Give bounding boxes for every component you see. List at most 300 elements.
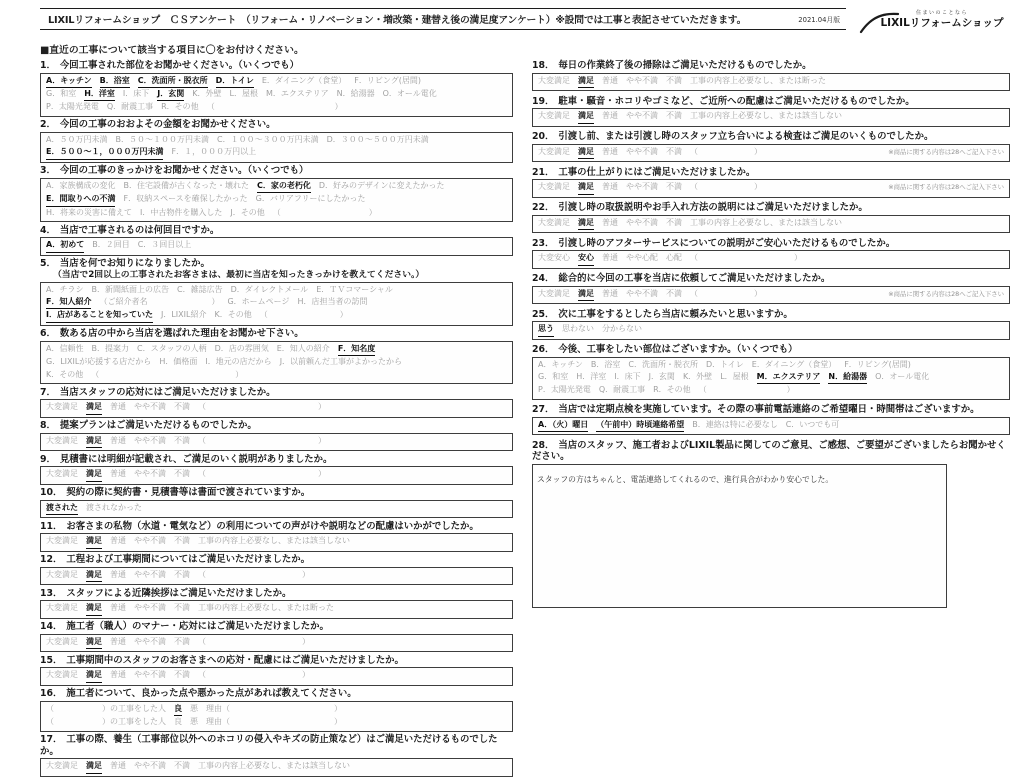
option[interactable]: J．以前頼んだ工事がよかったから (279, 357, 403, 367)
option[interactable]: Q．耐震工事 (598, 385, 646, 395)
option[interactable]: やや不満 (134, 536, 166, 546)
option-selected[interactable]: 良 (174, 703, 182, 716)
question-7 (40, 387, 513, 418)
question-2 (40, 119, 513, 162)
option-row (46, 101, 507, 113)
question-10 (40, 487, 513, 518)
option-selected[interactable]: 満足 (86, 669, 102, 682)
question-title (40, 734, 513, 757)
option-selected[interactable]: 満足 (578, 181, 594, 194)
question-title (532, 60, 1010, 72)
option[interactable]: M．エクステリア (265, 89, 329, 98)
option[interactable]: H．価格面 (159, 357, 198, 367)
option-row (46, 369, 507, 381)
option[interactable]: 不満 (666, 75, 682, 85)
question-9 (40, 454, 513, 485)
option[interactable]: C．スタッフの人柄 (136, 343, 207, 353)
option[interactable]: E．ダイニング（食堂） (261, 75, 347, 85)
option[interactable]: D．店の雰囲気 (214, 343, 269, 353)
option[interactable]: 大変満足 (538, 146, 570, 156)
option[interactable]: 不満 (174, 469, 190, 479)
option[interactable]: D．好みのデザインに変えたかった (318, 180, 445, 190)
question-text: 当店のスタッフ、施工者およびLIXIL製品に関してのご意見、ご感想、ご要望がございましたらお聞かせください。 (532, 439, 1006, 463)
option-selected[interactable]: J．玄関 (157, 88, 184, 101)
option-selected[interactable]: 満足 (578, 217, 594, 230)
option-row (46, 75, 507, 88)
option[interactable]: やや不満 (134, 636, 166, 646)
option[interactable]: 大変満足 (46, 536, 78, 546)
options-box (532, 73, 1010, 91)
option-selected[interactable]: 満足 (86, 569, 102, 582)
option[interactable]: G．LIXILが応援する店だから (46, 357, 152, 367)
question-number: 9． (40, 453, 56, 465)
option[interactable]: 大変満足 (46, 435, 78, 445)
question-title (532, 273, 1010, 285)
option[interactable]: やや不満 (134, 435, 166, 445)
option[interactable]: B．住宅設備が古くなった・壊れた (123, 180, 249, 190)
option[interactable]: 工事の内容上必要なし、または該当しない (198, 536, 350, 546)
option-selected[interactable]: 思う (538, 323, 554, 336)
option[interactable]: 悪 (190, 703, 198, 713)
option[interactable]: 大変満足 (538, 111, 570, 121)
document-title: LIXILリフォームショップ ＣＳアンケート （リフォーム・リノベーション・増改築・建替え後の満足度アンケート）※設問では工事と表記させていただきます。 (48, 15, 747, 26)
option[interactable]: やや不満 (134, 469, 166, 479)
option[interactable]: 普通 (110, 569, 126, 579)
question-number: 12． (40, 554, 63, 566)
option[interactable]: A．信頼性 (46, 343, 84, 353)
question-title (532, 344, 1010, 356)
option[interactable]: K．その他 (46, 369, 84, 379)
option[interactable]: 大変満足 (538, 75, 570, 85)
question-text: 引渡し時の取扱説明やお手入れ方法の説明にはご満足いただけましたか。 (558, 202, 868, 213)
question-title (532, 167, 1010, 179)
logo-tagline: 住まいのことなら (915, 10, 968, 16)
option-row (46, 602, 507, 615)
option-row (46, 636, 507, 649)
option-selected[interactable]: 満足 (86, 401, 102, 414)
option[interactable]: （ ） (206, 102, 343, 112)
option[interactable]: 良 (174, 717, 182, 727)
option[interactable]: 大変満足 (46, 569, 78, 579)
option[interactable]: 大変満足 (46, 402, 78, 412)
option[interactable]: A．５０万円未満 (46, 134, 108, 144)
question-text: お客さまの私物（水道・電気など）の利用についての声がけや説明などの配慮はいかがでしたか。 (66, 520, 479, 532)
question-text: 今回の工事のきっかけをお聞かせください。（いくつでも） (59, 165, 309, 177)
option[interactable]: K．その他 (214, 310, 252, 320)
option[interactable]: H．将来の災害に備えて (46, 207, 133, 217)
option[interactable]: F．収納スペースを確保したかった (123, 194, 248, 204)
option[interactable]: （ ） (690, 253, 802, 263)
option[interactable]: 不満 (666, 146, 682, 156)
option-selected[interactable]: 満足 (86, 435, 102, 448)
option[interactable]: 普通 (110, 469, 126, 479)
option[interactable]: 分からない (602, 324, 642, 334)
option[interactable]: （ ） (198, 435, 326, 445)
option-selected[interactable]: A．キッチン (46, 75, 92, 88)
option-selected[interactable]: 満足 (578, 288, 594, 301)
option[interactable]: I．床下 (122, 89, 150, 98)
option[interactable]: 普通 (110, 761, 126, 771)
option[interactable]: 普通 (110, 536, 126, 546)
question-text: 工程および工事期間についてはご満足いただけましたか。 (66, 554, 310, 566)
option[interactable]: C．いつでも可 (785, 419, 840, 429)
option-selected[interactable]: 満足 (578, 110, 594, 123)
option[interactable]: 不満 (174, 569, 190, 579)
option[interactable]: （ ）の工事をした人 (46, 717, 166, 727)
question-text: 今回工事された部位をお聞かせください。（いくつでも） (59, 60, 299, 71)
option[interactable]: O．オール電化 (382, 89, 437, 98)
comment-text: スタッフの方はちゃんと、電話連絡してくれるので、進行具合がわかり安心でした。 (537, 475, 834, 484)
option[interactable]: R．その他 (161, 102, 199, 112)
option[interactable]: （ ） (690, 146, 762, 156)
option[interactable]: P．太陽光発電 (46, 102, 99, 112)
option[interactable]: 不満 (174, 761, 190, 771)
option[interactable]: J．玄関 (648, 372, 675, 381)
question-text: 工事の仕上がりにはご満足いただけましたか。 (558, 166, 756, 178)
question-title (40, 454, 513, 466)
question-title (532, 404, 1010, 416)
option[interactable]: （ ） (198, 569, 310, 579)
option[interactable]: B．提案力 (91, 343, 129, 353)
options-box (40, 600, 513, 618)
question-6 (40, 328, 513, 384)
question-title (40, 165, 513, 177)
option[interactable]: B．連絡は特に必要なし (692, 419, 778, 429)
option[interactable]: （ ） (198, 469, 326, 479)
options-box (40, 399, 513, 417)
option[interactable]: I．中古物件を購入した (140, 207, 223, 217)
question-number: 16． (40, 688, 63, 700)
option[interactable]: K．外壁 (682, 372, 713, 381)
option[interactable]: （ ） (690, 182, 762, 192)
option-row (46, 716, 507, 728)
option[interactable]: B．５０～１００万円未満 (115, 134, 209, 144)
option-row (46, 343, 507, 356)
question-text: 当店スタッフの応対にはご満足いただけましたか。 (59, 386, 276, 398)
option[interactable]: やや不満 (626, 111, 658, 121)
option[interactable]: 不満 (174, 603, 190, 613)
option[interactable]: F．リビング(居間) (354, 75, 421, 85)
option[interactable]: I．床下 (614, 372, 641, 381)
option[interactable]: D．トイレ (706, 359, 744, 369)
logo-text-block (874, 10, 1010, 29)
question-number: 15． (40, 654, 63, 666)
option[interactable]: C．雑誌広告 (176, 284, 223, 294)
option-selected[interactable]: N．給湯器 (828, 371, 867, 384)
question-14 (40, 621, 513, 652)
option[interactable]: やや心配 (626, 253, 658, 263)
option[interactable]: G．バリアフリーにしたかった (255, 194, 366, 204)
option[interactable]: G．和室 (46, 89, 77, 98)
option-row (46, 569, 507, 582)
option[interactable]: B．新聞紙面上の広告 (91, 284, 169, 294)
option-row (538, 323, 1004, 336)
option[interactable]: やや不満 (626, 217, 658, 227)
option[interactable]: 普通 (602, 111, 618, 121)
option-selected[interactable]: D．トイレ (216, 75, 254, 88)
option[interactable]: 不満 (666, 182, 682, 192)
option[interactable]: （ ） (198, 636, 310, 646)
question-12 (40, 554, 513, 585)
option[interactable]: やや不満 (626, 146, 658, 156)
question-number: 11． (40, 520, 63, 532)
option[interactable]: やや不満 (134, 402, 166, 412)
option-selected[interactable]: 満足 (578, 75, 594, 88)
option[interactable]: 普通 (110, 402, 126, 412)
question-27 (532, 404, 1010, 435)
question-number: 2． (40, 119, 56, 131)
option[interactable]: 普通 (602, 146, 618, 156)
question-title (40, 521, 513, 533)
question-title (40, 420, 513, 432)
option-selected[interactable]: A．初めて (46, 239, 84, 252)
question-number: 14． (40, 621, 63, 633)
option[interactable]: 不満 (174, 670, 190, 680)
option[interactable]: 不満 (174, 636, 190, 646)
question-title (40, 258, 513, 270)
question-title (40, 588, 513, 600)
option-selected[interactable]: 満足 (86, 602, 102, 615)
question-number: 3． (40, 165, 56, 177)
options-box (40, 634, 513, 652)
option[interactable]: 不満 (666, 111, 682, 121)
option[interactable]: （ ） (198, 670, 310, 680)
question-number: 18． (532, 60, 555, 71)
instruction-line: ■直近の工事について該当する項目に〇をお付けください。 (40, 45, 304, 56)
question-text: 当店を何でお知りになりましたか。 (59, 258, 210, 270)
question-text: 工事期間中のスタッフのお客さまへの応対・配慮にはご満足いただけましたか。 (66, 654, 404, 666)
question-number: 22． (532, 202, 555, 213)
option-row (46, 435, 507, 448)
option[interactable]: E．ＴＶコマーシャル (316, 284, 393, 294)
option[interactable]: やや不満 (626, 182, 658, 192)
option[interactable]: K．外壁 (192, 89, 222, 98)
option[interactable]: やや不満 (626, 288, 658, 298)
option-selected[interactable]: C．家の老朽化 (257, 180, 311, 193)
option-row (538, 419, 1004, 432)
option[interactable]: A．チラシ (46, 284, 84, 294)
option[interactable]: （ ） (91, 369, 244, 379)
option[interactable]: B．浴室 (590, 359, 621, 369)
option-selected[interactable]: （午前中）時頃連絡希望 (596, 419, 684, 432)
option[interactable]: 不満 (666, 288, 682, 298)
question-number: 23． (532, 237, 555, 249)
option[interactable]: やや不満 (134, 670, 166, 680)
option[interactable]: D．３００～５００万円未満 (326, 134, 429, 144)
option-selected[interactable]: E．５００～１，０００万円未満 (46, 146, 163, 159)
option[interactable]: 工事の内容上必要なし、または断った (690, 75, 826, 85)
option[interactable]: 思わない (562, 324, 594, 334)
option[interactable]: 普通 (110, 435, 126, 445)
option[interactable]: 悪 (190, 717, 198, 727)
option[interactable]: 普通 (602, 75, 618, 85)
option-row (538, 288, 1004, 301)
option[interactable]: やや不満 (626, 75, 658, 85)
option[interactable]: （ご紹介者名 ） (99, 297, 220, 307)
option[interactable]: F．１，０００万円以上 (171, 147, 257, 157)
option-row (46, 401, 507, 414)
option[interactable]: やや不満 (134, 569, 166, 579)
option[interactable]: L．屋根 (720, 372, 749, 381)
options-box (40, 237, 513, 255)
option-row (538, 371, 1004, 384)
comment-box[interactable] (532, 464, 947, 608)
option[interactable]: 工事の内容上必要なし、または断った (198, 603, 334, 613)
option[interactable]: 不満 (174, 402, 190, 412)
option[interactable]: I．地元の店だから (205, 357, 272, 367)
option-selected[interactable]: B．浴室 (100, 75, 130, 88)
option-selected[interactable]: E．間取りへの不満 (46, 193, 115, 206)
option[interactable]: 普通 (110, 670, 126, 680)
question-title (40, 688, 513, 700)
option[interactable]: H．洋室 (576, 372, 607, 381)
option[interactable]: 大変満足 (46, 761, 78, 771)
question-title (40, 328, 513, 340)
options-box (40, 701, 513, 732)
option[interactable]: R．その他 (653, 385, 691, 395)
option-selected[interactable]: C．洗面所・脱衣所 (138, 75, 208, 88)
option-selected[interactable]: A．（火）曜日 (538, 419, 588, 432)
option[interactable]: 大変満足 (46, 636, 78, 646)
option[interactable]: 大変安心 (538, 253, 570, 263)
option[interactable]: 大変満足 (538, 182, 570, 192)
option[interactable]: 大変満足 (538, 288, 570, 298)
option[interactable]: 不満 (666, 217, 682, 227)
question-title (40, 655, 513, 667)
right-column (532, 60, 1010, 613)
option-row (46, 309, 507, 322)
question-24 (532, 273, 1010, 304)
option[interactable]: 理由（ ） (206, 717, 342, 727)
option-selected[interactable]: 満足 (86, 636, 102, 649)
question-number: 25． (532, 308, 555, 320)
question-title (40, 225, 513, 237)
reference-note: ※商品に関する内容は28へご記入下さい (888, 289, 1004, 298)
option[interactable]: 大変満足 (538, 217, 570, 227)
title-band (40, 8, 846, 30)
question-title (532, 309, 1010, 321)
option-row (538, 181, 1004, 194)
option[interactable]: （ ）の工事をした人 (46, 703, 166, 713)
option[interactable]: F．リビング(居間) (844, 359, 911, 369)
option-selected[interactable]: 満足 (86, 760, 102, 773)
option[interactable]: 大変満足 (46, 603, 78, 613)
option[interactable]: 理由（ ） (206, 703, 342, 713)
option-selected[interactable]: F．知人紹介 (46, 296, 91, 309)
option[interactable]: L．屋根 (229, 89, 258, 98)
option-selected[interactable]: 満足 (86, 468, 102, 481)
option-row (46, 180, 507, 193)
option-selected[interactable]: H．洋室 (84, 88, 115, 101)
logo-name: LIXILリフォームショップ (880, 17, 1004, 29)
options-box (532, 250, 1010, 268)
option-row (46, 284, 507, 296)
options-box (40, 758, 513, 776)
option[interactable]: 普通 (602, 217, 618, 227)
option[interactable]: （ ） (198, 402, 326, 412)
option[interactable]: J．その他 (230, 207, 265, 217)
options-box (40, 500, 513, 518)
option[interactable]: 工事の内容上必要なし、または該当しない (690, 111, 842, 121)
option[interactable]: 普通 (602, 288, 618, 298)
option[interactable]: E．ダイニング（食堂） (751, 359, 837, 369)
option-selected[interactable]: I．店があることを知っていた (46, 309, 153, 322)
option[interactable]: B．２回目 (92, 240, 130, 250)
option[interactable]: C．３回目以上 (137, 240, 192, 250)
option[interactable]: C．１００～３００万円未満 (216, 134, 319, 144)
option[interactable]: J．LIXIL紹介 (160, 310, 207, 320)
option[interactable]: やや不満 (134, 761, 166, 771)
option[interactable]: 普通 (602, 253, 618, 263)
option-selected[interactable]: 安心 (578, 252, 594, 265)
options-box (532, 144, 1010, 162)
option[interactable]: 工事の内容上必要なし、または該当しない (198, 761, 350, 771)
option[interactable]: C．洗面所・脱衣所 (628, 359, 699, 369)
option[interactable]: A．家族構成の変化 (46, 180, 116, 190)
question-text: 総合的に今回の工事を当店に依頼してご満足いただけましたか。 (558, 273, 831, 284)
options-box (40, 667, 513, 685)
option[interactable]: Q．耐震工事 (106, 102, 154, 112)
question-text: 次に工事をするとしたら当店に頼みたいと思いますか。 (558, 308, 793, 320)
option[interactable]: G．和室 (538, 372, 569, 381)
options-box (532, 357, 1010, 400)
option-row (46, 669, 507, 682)
option-selected[interactable]: F．知名度 (338, 343, 375, 356)
option[interactable]: O．オール電化 (875, 372, 930, 381)
option[interactable]: 普通 (110, 603, 126, 613)
option[interactable]: やや不満 (134, 603, 166, 613)
option-selected[interactable]: 満足 (86, 535, 102, 548)
option[interactable]: 大変満足 (46, 469, 78, 479)
option-row (538, 146, 1004, 159)
option-selected[interactable]: 渡された (46, 502, 78, 515)
option[interactable]: 工事の内容上必要なし、または該当しない (690, 217, 842, 227)
option[interactable]: 普通 (602, 182, 618, 192)
option[interactable]: 大変満足 (46, 670, 78, 680)
option-selected[interactable]: 満足 (578, 146, 594, 159)
option-row (538, 359, 1004, 371)
options-box (532, 321, 1010, 339)
option[interactable]: 不満 (174, 435, 190, 445)
option[interactable]: 心配 (666, 253, 682, 263)
option-row (46, 468, 507, 481)
option[interactable]: （ ） (272, 207, 377, 217)
option[interactable]: G．ホームページ (227, 297, 290, 307)
option[interactable]: 不満 (174, 536, 190, 546)
option[interactable]: P．太陽光発電 (538, 385, 591, 395)
question-title (532, 202, 1010, 214)
options-box (532, 108, 1010, 126)
option[interactable]: （ ） (690, 288, 762, 298)
question-title (40, 621, 513, 633)
options-box (40, 73, 513, 117)
option-row (46, 88, 507, 101)
option[interactable]: 普通 (110, 636, 126, 646)
options-box (40, 466, 513, 484)
option[interactable]: 渡されなかった (86, 502, 142, 512)
option[interactable]: H．店担当者の訪問 (297, 297, 368, 307)
question-text: 当店で工事されるのは何回目ですか。 (59, 224, 220, 236)
option-selected[interactable]: M．エクステリア (757, 371, 821, 384)
option[interactable]: N．給湯器 (336, 89, 375, 98)
question-title (40, 554, 513, 566)
option[interactable]: A．キッチン (538, 359, 583, 369)
option[interactable]: D．ダイレクトメール (230, 284, 309, 294)
option[interactable]: E．知人の紹介 (276, 343, 330, 353)
question-number: 5． (40, 258, 56, 270)
option[interactable]: （ ） (698, 385, 795, 395)
option[interactable]: （ ） (259, 310, 348, 320)
